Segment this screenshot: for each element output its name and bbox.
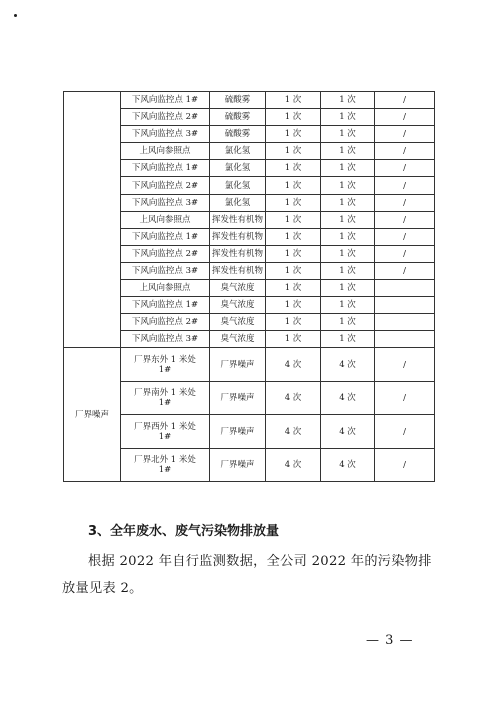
frequency-cell: 1 次 <box>321 228 375 245</box>
point-cell: 下风向监控点 1# <box>121 160 210 177</box>
note-cell: / <box>375 245 435 262</box>
note-cell: / <box>375 109 435 126</box>
note-cell: / <box>375 92 435 109</box>
point-line: 1# <box>158 398 172 409</box>
note-cell: / <box>375 143 435 160</box>
frequency-cell: 1 次 <box>266 109 321 126</box>
item-cell: 硫酸雾 <box>210 126 266 143</box>
item-cell: 厂界噪声 <box>210 348 266 382</box>
frequency-cell: 1 次 <box>266 194 321 211</box>
point-cell <box>121 348 210 382</box>
point-cell <box>121 381 210 415</box>
frequency-cell: 1 次 <box>266 262 321 279</box>
frequency-cell: 4 次 <box>321 381 375 415</box>
frequency-cell: 1 次 <box>321 262 375 279</box>
item-cell: 挥发性有机物 <box>210 245 266 262</box>
point-cell: 下风向监控点 1# <box>121 92 210 109</box>
note-cell: / <box>375 262 435 279</box>
item-cell: 臭气浓度 <box>210 314 266 331</box>
frequency-cell: 1 次 <box>266 160 321 177</box>
frequency-cell: 4 次 <box>266 448 321 482</box>
frequency-cell: 1 次 <box>321 280 375 297</box>
frequency-cell: 1 次 <box>321 160 375 177</box>
note-cell <box>375 280 435 297</box>
point-cell <box>121 415 210 449</box>
monitoring-table <box>63 91 435 482</box>
item-cell: 厂界噪声 <box>210 381 266 415</box>
frequency-cell: 1 次 <box>321 194 375 211</box>
point-line: 厂界北外 1 米处 <box>134 455 196 466</box>
frequency-cell: 1 次 <box>321 92 375 109</box>
body-paragraph: 根据 2022 年自行监测数据，全公司 2022 年的污染物排放量见表 2。 <box>62 554 432 596</box>
item-cell: 挥发性有机物 <box>210 228 266 245</box>
frequency-cell: 1 次 <box>321 126 375 143</box>
section-heading: 3、全年废水、废气污染物排放量 <box>88 524 280 539</box>
point-cell: 下风向监控点 3# <box>121 194 210 211</box>
frequency-cell: 1 次 <box>321 109 375 126</box>
item-cell: 硫酸雾 <box>210 92 266 109</box>
frequency-cell: 1 次 <box>266 143 321 160</box>
frequency-cell: 1 次 <box>266 177 321 194</box>
note-cell: / <box>375 194 435 211</box>
item-cell: 厂界噪声 <box>210 448 266 482</box>
frequency-cell: 1 次 <box>266 331 321 348</box>
item-cell: 厂界噪声 <box>210 415 266 449</box>
frequency-cell: 1 次 <box>321 245 375 262</box>
point-line: 1# <box>158 431 172 442</box>
note-cell: / <box>375 177 435 194</box>
point-line: 厂界西外 1 米处 <box>134 421 196 432</box>
item-cell: 硫酸雾 <box>210 109 266 126</box>
note-cell: / <box>375 415 435 449</box>
item-cell: 氯化氢 <box>210 177 266 194</box>
category-cell-noise: 厂界噪声 <box>64 348 121 482</box>
note-cell: / <box>375 211 435 228</box>
item-cell: 臭气浓度 <box>210 331 266 348</box>
frequency-cell: 4 次 <box>266 381 321 415</box>
note-cell: / <box>375 126 435 143</box>
frequency-cell: 4 次 <box>321 348 375 382</box>
point-cell: 下风向监控点 1# <box>121 297 210 314</box>
point-cell: 下风向监控点 2# <box>121 245 210 262</box>
point-cell: 下风向监控点 2# <box>121 314 210 331</box>
frequency-cell: 4 次 <box>266 415 321 449</box>
frequency-cell: 4 次 <box>266 348 321 382</box>
item-cell: 氯化氢 <box>210 160 266 177</box>
item-cell: 臭气浓度 <box>210 280 266 297</box>
point-cell: 上风向参照点 <box>121 211 210 228</box>
frequency-cell: 1 次 <box>266 126 321 143</box>
item-cell: 氯化氢 <box>210 143 266 160</box>
point-line: 1# <box>158 465 172 476</box>
frequency-cell: 1 次 <box>266 211 321 228</box>
frequency-cell: 4 次 <box>321 448 375 482</box>
note-cell: / <box>375 228 435 245</box>
note-cell <box>375 331 435 348</box>
item-cell: 挥发性有机物 <box>210 211 266 228</box>
frequency-cell: 1 次 <box>321 143 375 160</box>
point-cell: 下风向监控点 2# <box>121 109 210 126</box>
note-cell: / <box>375 348 435 382</box>
scan-dot <box>14 14 17 17</box>
item-cell: 挥发性有机物 <box>210 262 266 279</box>
item-cell: 氯化氢 <box>210 194 266 211</box>
point-line: 厂界东外 1 米处 <box>134 354 196 365</box>
frequency-cell: 4 次 <box>321 415 375 449</box>
frequency-cell: 1 次 <box>321 177 375 194</box>
point-cell: 下风向监控点 3# <box>121 331 210 348</box>
table-row <box>64 348 435 382</box>
point-cell: 下风向监控点 3# <box>121 126 210 143</box>
frequency-cell: 1 次 <box>266 92 321 109</box>
frequency-cell: 1 次 <box>321 297 375 314</box>
point-cell: 下风向监控点 3# <box>121 262 210 279</box>
point-cell: 下风向监控点 1# <box>121 228 210 245</box>
point-cell: 下风向监控点 2# <box>121 177 210 194</box>
item-cell: 臭气浓度 <box>210 297 266 314</box>
frequency-cell: 1 次 <box>321 211 375 228</box>
page-number: — 3 — <box>366 633 414 648</box>
point-cell: 上风向参照点 <box>121 280 210 297</box>
frequency-cell: 1 次 <box>321 331 375 348</box>
note-cell: / <box>375 448 435 482</box>
point-line: 1# <box>158 364 172 375</box>
point-line: 厂界南外 1 米处 <box>134 388 196 399</box>
note-cell <box>375 314 435 331</box>
point-cell <box>121 448 210 482</box>
note-cell: / <box>375 381 435 415</box>
frequency-cell: 1 次 <box>266 228 321 245</box>
category-cell-air <box>64 92 121 348</box>
note-cell: / <box>375 160 435 177</box>
frequency-cell: 1 次 <box>266 245 321 262</box>
point-cell: 上风向参照点 <box>121 143 210 160</box>
note-cell <box>375 297 435 314</box>
table-row <box>64 92 435 109</box>
frequency-cell: 1 次 <box>266 314 321 331</box>
frequency-cell: 1 次 <box>266 297 321 314</box>
frequency-cell: 1 次 <box>321 314 375 331</box>
frequency-cell: 1 次 <box>266 280 321 297</box>
